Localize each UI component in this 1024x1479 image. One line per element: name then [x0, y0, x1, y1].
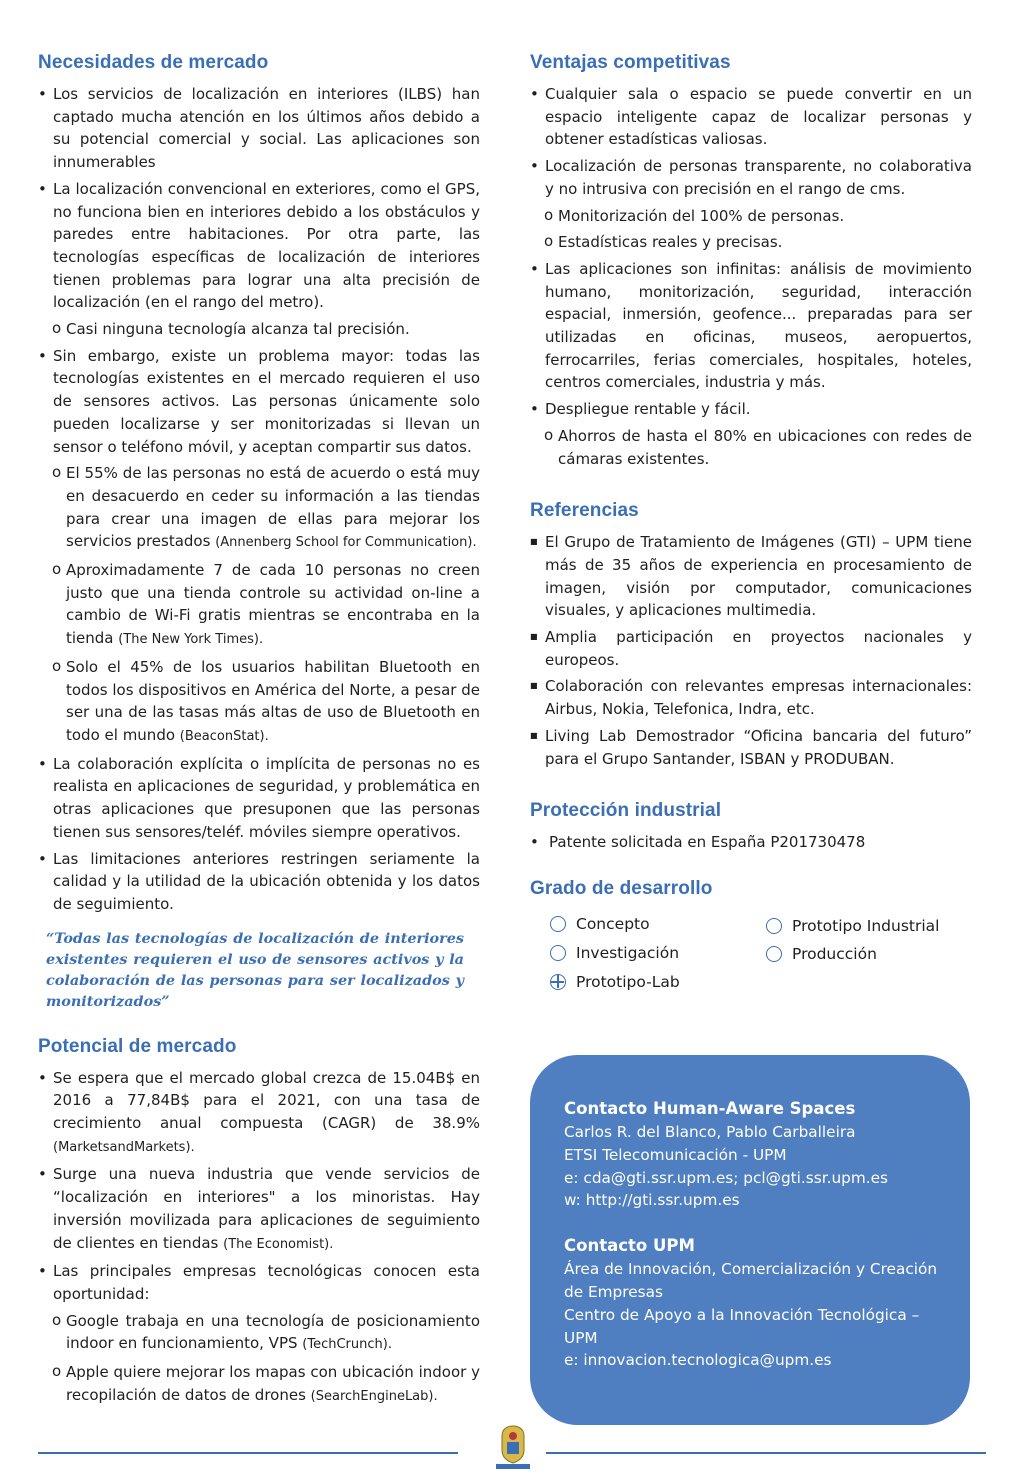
list-item: • Los servicios de localización en interiores (ILBS) han captado mucha atención en los últimos años debido a su potencial comercial y social. Las aplicaciones son innumerables	[38, 83, 480, 174]
section-spacer	[530, 858, 972, 878]
list-item: ■ Living Lab Demostrador “Oficina bancaria del futuro” para el Grupo Santander, ISBAN y PRODUBAN.	[530, 725, 972, 770]
section-title-potencial: Potencial de mercado	[38, 1035, 237, 1057]
sub-list-item	[38, 559, 480, 652]
section-spacer	[530, 474, 972, 500]
left-column	[38, 52, 480, 1412]
contact-affiliation: ETSI Telecomunicación - UPM	[564, 1145, 787, 1164]
option-label: Producción	[792, 944, 877, 963]
item-text: Se espera que el mercado global crezca de 15.04B$ en 2016 a 77,84B$ para el 2021, con una tasa de crecimiento anual compuesta (CAGR) de 38.9%	[53, 1068, 480, 1133]
source-citation: (Annenberg School for Communication).	[215, 535, 477, 551]
sub-list-item: o Monitorización del 100% de personas.	[530, 205, 972, 228]
section-spacer	[530, 774, 972, 800]
list-item: • Cualquier sala o espacio se puede convertir en un espacio inteligente capaz de localizar personas y obtener estadísticas valiosas.	[530, 83, 972, 151]
item-text: Surge una nueva industria que vende servicios de “localización en interiores" a los minoristas. Hay inversión movilizada para aplicaciones de seguimiento de clientes en tiendas	[53, 1165, 480, 1252]
list-item: • Las limitaciones anteriores restringen seriamente la calidad y la utilidad de la ubicación obtenida y los datos de seguimiento.	[38, 848, 480, 916]
upm-logo-icon	[492, 1424, 534, 1472]
contact-website[interactable]: w: http://gti.ssr.upm.es	[564, 1191, 740, 1210]
source-citation: (The New York Times).	[118, 632, 264, 648]
sub-list-item	[38, 656, 480, 749]
contact-upm-email[interactable]: e: innovacion.tecnologica@upm.es	[564, 1351, 832, 1370]
option-investigacion[interactable]	[550, 944, 679, 962]
item-text: Google trabaja en una tecnología de posicionamiento indoor en funcionamiento, VPS	[66, 1311, 480, 1353]
sub-list-item	[38, 1361, 480, 1408]
item-text: El 55% de las personas no está de acuerdo o está muy en desacuerdo en ceder su información a las tiendas para crear una imagen de ellas para mejorar los servicios prestados	[66, 464, 480, 551]
option-label: Prototipo-Lab	[576, 972, 680, 991]
item-text: Apple quiere mejorar los mapas con ubicación indoor y recopilación de datos de drones	[66, 1363, 480, 1404]
radio-empty-icon	[766, 918, 782, 934]
option-produccion[interactable]	[766, 945, 877, 963]
list-item: • Localización de personas transparente, no colaborativa y no intrusiva con precisión en el rango de cms.	[530, 155, 972, 200]
contact-box	[530, 1055, 970, 1425]
radio-checked-icon	[550, 974, 566, 990]
list-item: • La localización convencional en exteriores, como el GPS, no funciona bien en interiores debido a los obstáculos y paredes entre habitaciones. Por otra parte, las tecnologías específicas de localización de interiores tienen problemas para lograr una alta precisión de localización (en el rango del metro).	[38, 178, 480, 314]
ventajas-list	[530, 83, 972, 470]
list-item: • Patente solicitada en España P201730478	[530, 831, 972, 854]
source-citation: (The Economist).	[223, 1236, 334, 1252]
list-item: • Sin embargo, existe un problema mayor: todas las tecnologías existentes en el mercado requieren el uso de sensores activos. Las personas únicamente solo pueden localizarse y ser monitorizadas si llevan un sensor o teléfono móvil, y aceptan compartir sus datos.	[38, 345, 480, 459]
footer-divider-left	[38, 1452, 458, 1454]
section-title-ventajas: Ventajas competitivas	[530, 52, 731, 73]
referencias-list	[530, 531, 972, 770]
list-item: • Las principales empresas tecnológicas conocen esta oportunidad:	[38, 1260, 480, 1305]
development-stage-options	[530, 909, 972, 1019]
contact-heading-human-aware: Contacto Human-Aware Spaces	[564, 1099, 856, 1118]
sub-list-item: o Casi ninguna tecnología alcanza tal precisión.	[38, 318, 480, 341]
section-title-necesidades: Necesidades de mercado	[38, 52, 269, 73]
list-item: ■ Amplia participación en proyectos nacionales y europeos.	[530, 626, 972, 671]
necesidades-list	[38, 83, 480, 916]
radio-empty-icon	[550, 916, 566, 932]
source-citation: (MarketsandMarkets).	[53, 1139, 195, 1155]
section-title-proteccion: Protección industrial	[530, 800, 722, 822]
contact-names: Carlos R. del Blanco, Pablo Carballeira	[564, 1123, 856, 1141]
list-item: • Las aplicaciones son infinitas: análisis de movimiento humano, monitorización, seguridad, interacción espacial, inmersión, geofence... preparadas para ser utilizadas en oficinas, museos, aeropuertos, ferrocarriles, ferias comerciales, hospitales, hoteles, centros comerciales, industria y más.	[530, 258, 972, 394]
list-item	[38, 1067, 480, 1160]
item-text: Aproximadamente 7 de cada 10 personas no creen justo que una tienda controle su actividad on-line a cambio de Wi-Fi gratis mientras se encontraba en la tienda	[66, 561, 480, 648]
option-prototipo-industrial[interactable]	[766, 917, 939, 935]
radio-empty-icon	[550, 945, 566, 961]
option-prototipo-lab[interactable]	[550, 973, 680, 991]
right-column	[530, 52, 972, 1019]
source-citation: (BeaconStat).	[179, 728, 269, 744]
list-item: ■ El Grupo de Tratamiento de Imágenes (GTI) – UPM tiene más de 35 años de experiencia en procesamiento de imagen, visión por computador, comunicaciones visuales, y aplicaciones multimedia.	[530, 531, 972, 622]
item-text: Solo el 45% de los usuarios habilitan Bluetooth en todos los dispositivos en América del Norte, a pesar de ser una de las tasas más altas de uso de Bluetooth en todo el mundo	[66, 657, 480, 744]
sub-list-item	[38, 462, 480, 555]
proteccion-list	[530, 831, 972, 854]
source-citation: (SearchEngineLab).	[310, 1388, 438, 1404]
potencial-list	[38, 1067, 480, 1409]
section-title-grado: Grado de desarrollo	[530, 877, 713, 899]
sub-list-item: o Estadísticas reales y precisas.	[530, 231, 972, 254]
contact-email[interactable]: e: cda@gti.ssr.upm.es; pcl@gti.ssr.upm.es	[564, 1168, 889, 1187]
option-label: Prototipo Industrial	[792, 916, 940, 935]
sub-list-item: o Ahorros de hasta el 80% en ubicaciones con redes de cámaras existentes.	[530, 425, 972, 470]
option-concepto[interactable]	[550, 915, 650, 933]
contact-heading-upm: Contacto UPM	[564, 1236, 695, 1256]
footer-divider-right	[546, 1452, 986, 1454]
list-item	[38, 1163, 480, 1256]
list-item: • La colaboración explícita o implícita de personas no es realista en aplicaciones de seguridad, y problemática en otras aplicaciones que presuponen que las personas tienen sus sensores/teléf. móviles siempre operativos.	[38, 753, 480, 844]
option-label: Concepto	[576, 914, 650, 933]
contact-center: Centro de Apoyo a la Innovación Tecnológica – UPM	[564, 1305, 920, 1347]
option-label: Investigación	[576, 943, 680, 962]
list-item: ■ Colaboración con relevantes empresas internacionales: Airbus, Nokia, Telefonica, Indra, etc.	[530, 675, 972, 720]
source-citation: (TechCrunch).	[302, 1337, 392, 1353]
list-item: • Despliegue rentable y fácil.	[530, 398, 972, 421]
highlight-quote: “Todas las tecnologías de localización de interiores existentes requieren el uso de sensores activos y la colaboración de las personas para ser localizados y monitorizados”	[46, 929, 464, 1010]
section-title-referencias: Referencias	[530, 500, 639, 522]
sub-list-item	[38, 1310, 480, 1357]
radio-empty-icon	[766, 946, 782, 962]
contact-spacer	[564, 1212, 942, 1236]
contact-department: Área de Innovación, Comercialización y Creación de Empresas	[564, 1260, 938, 1301]
